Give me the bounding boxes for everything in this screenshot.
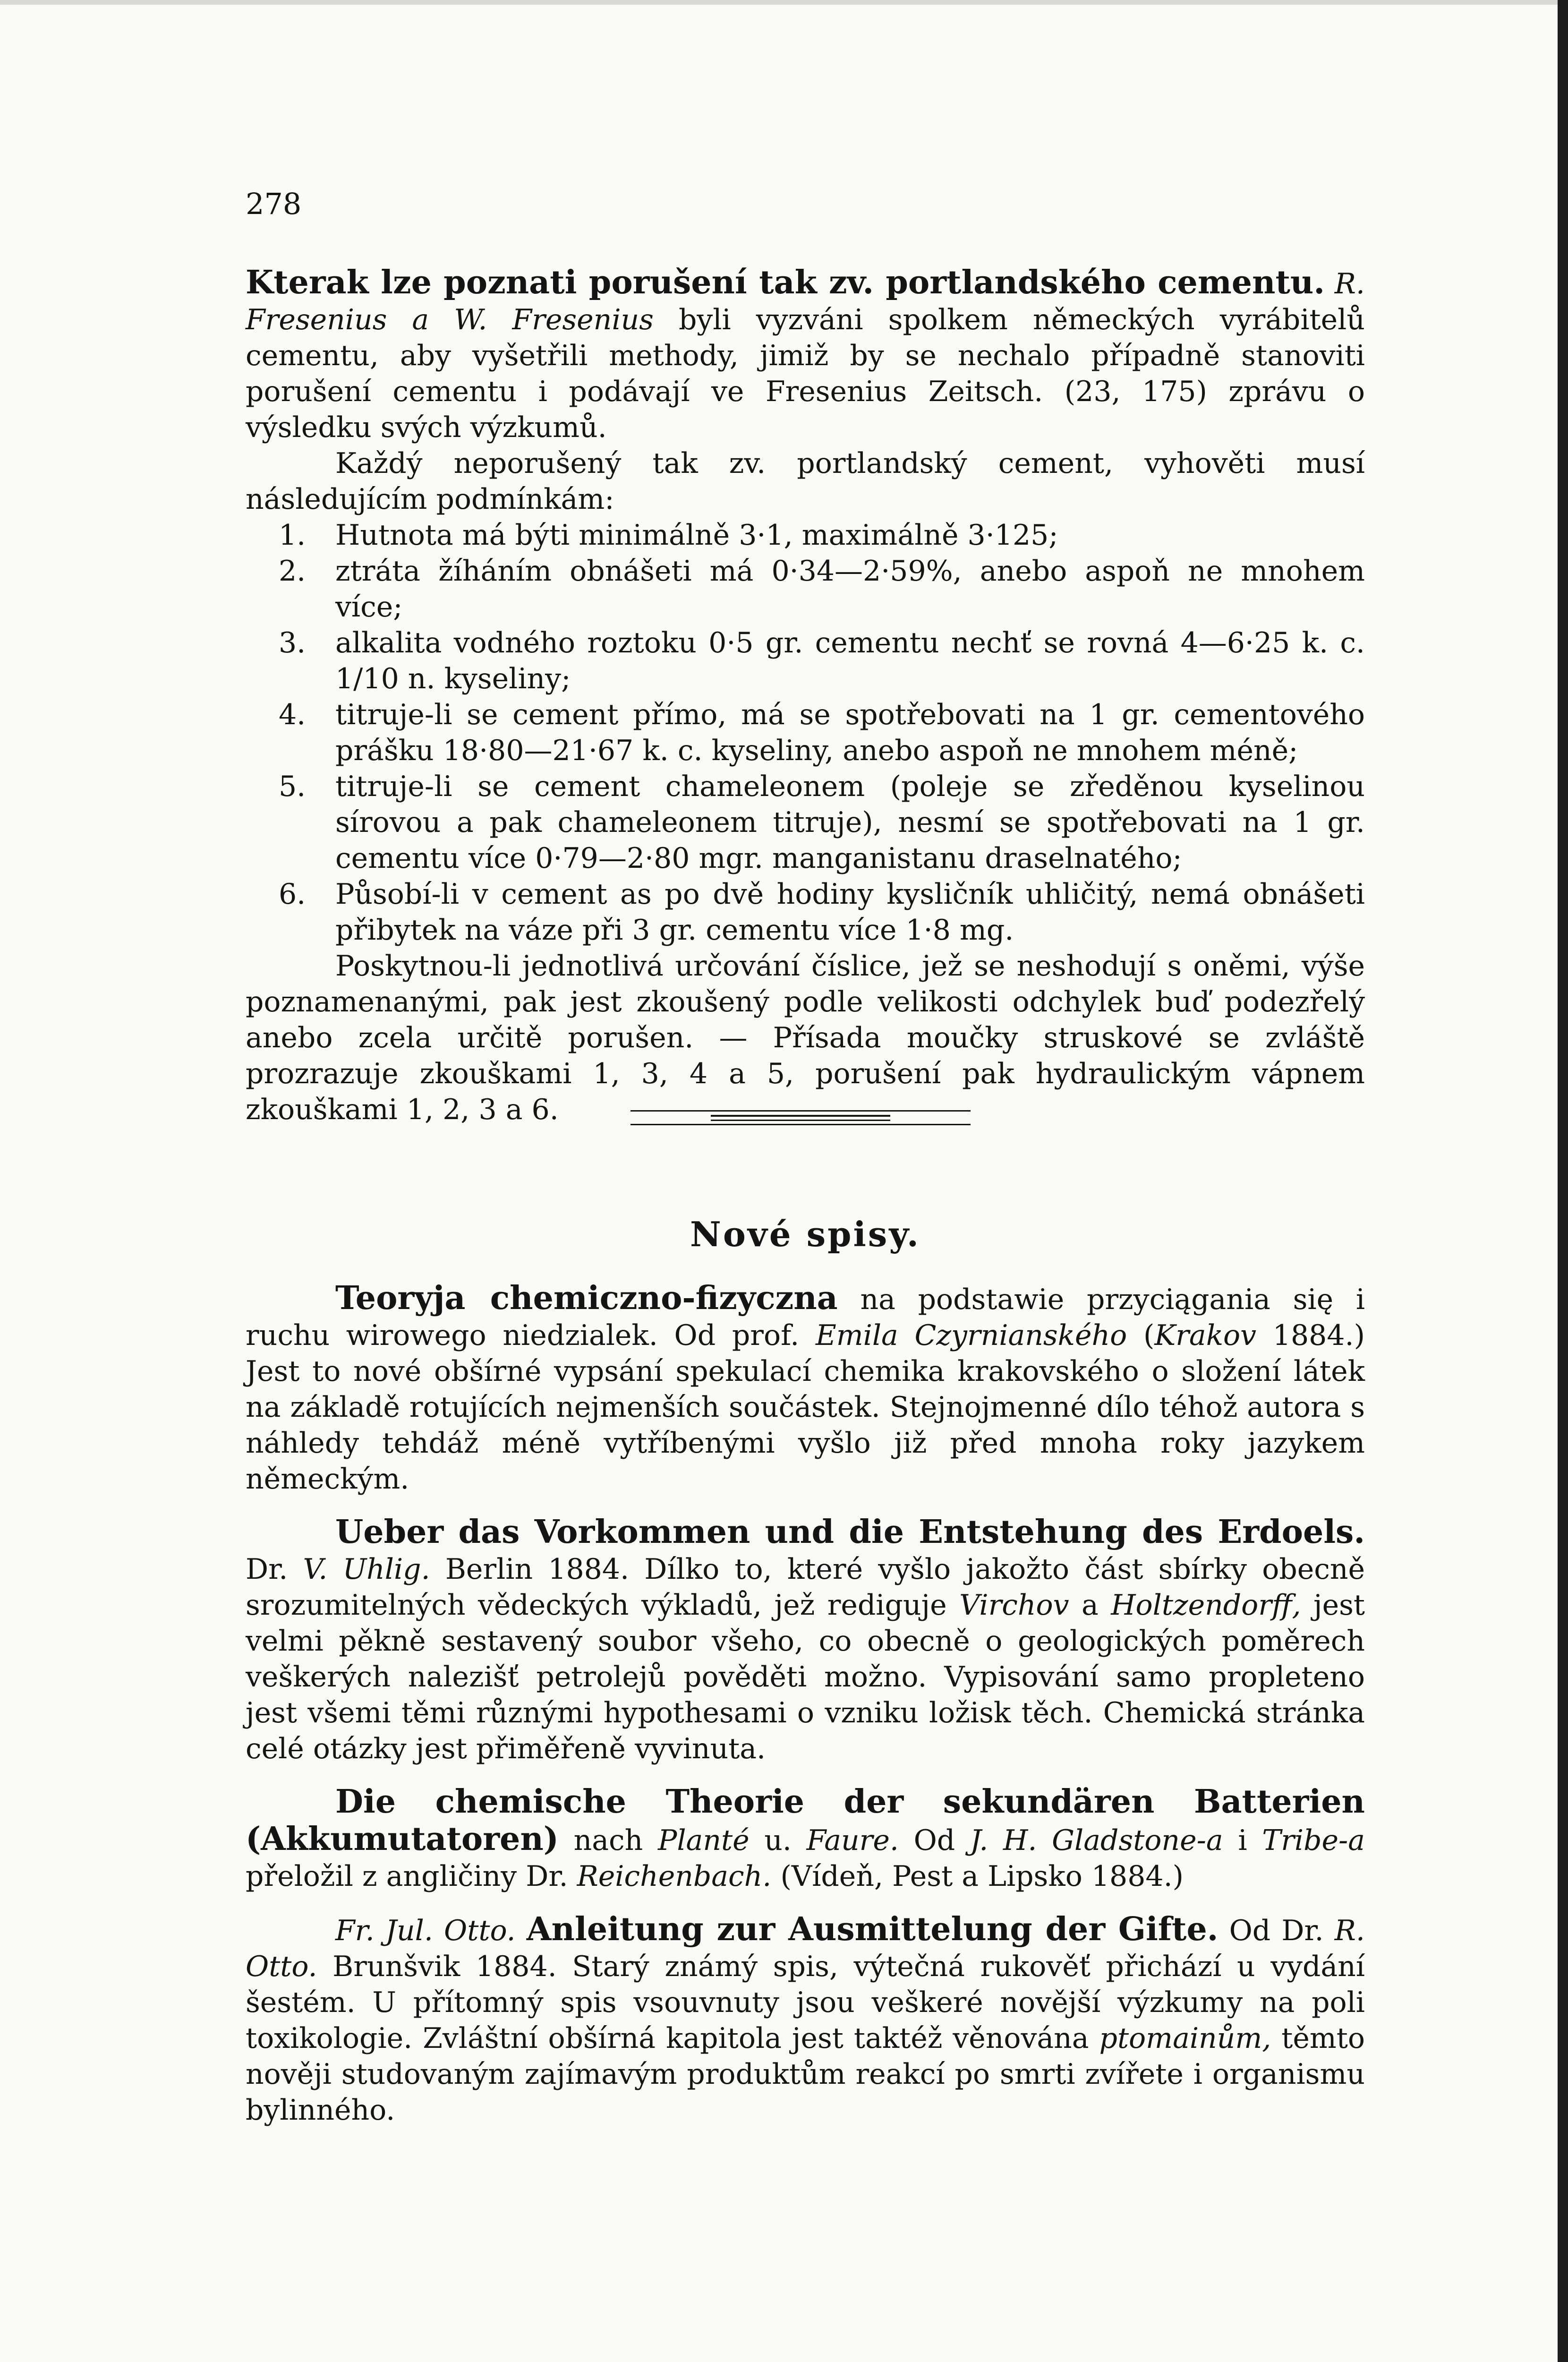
condition-item (246, 553, 1365, 625)
book-text: ( (1143, 1319, 1155, 1352)
article-intro-text: byli vyzváni spolkem německých vyrábitelů cementu, aby vyšetřili methody, jimiž by se nechalo případně stanoviti porušení cementu i podávají ve Fresenius Zeitsch. (23, 175) zprávu o výsledku svých výzkumů. (246, 303, 1365, 444)
book-editor: R. Otto. (246, 1914, 1365, 1983)
book-text: Od (913, 1824, 955, 1857)
condition-item (246, 517, 1365, 553)
book-text: 1884.) Jest to nové obšírné vypsání spekulací chemika krakovského o složení látek na základě rotujících nejmenších součástek. Stejnojmenné dílo téhož autora s náhledy tehdáž méně vytříbenými vyšlo již před mnoha roky jazykem německým. (246, 1319, 1365, 1496)
book-text: Brunšvik 1884. Starý známý spis, výtečná rukověť přichází u vydání šestém. U přítomný spis vsouvnuty jsou veškeré novější výzkumy na poli toxikologie. Zvláštní obšírná kapitola jest taktéž věnována (246, 1950, 1365, 2055)
book-title: Teoryja chemiczno-fizyczna (335, 1279, 838, 1317)
book-translator: Reichenbach. (577, 1860, 772, 1893)
condition-number: 5. (279, 770, 306, 803)
scan-top-edge (0, 0, 1568, 5)
book-text: Od Dr. (1229, 1914, 1324, 1947)
condition-number: 1. (279, 519, 306, 552)
book-text: těmto nověji studovaným zajímavým produktům reakcí po smrti zvířete i organismu bylinného. (246, 2022, 1365, 2127)
book-author: Faure. (806, 1824, 899, 1857)
book-entry (246, 1280, 1365, 1497)
conditions-intro: Každý neporušený tak zv. portlandský cement, vyhověti musí následujícím podmínkám: (246, 447, 1365, 516)
scan-right-edge (1558, 0, 1568, 2362)
book-title: Die chemische Theorie der sekundären Batterien (Akkumutatoren) (246, 1783, 1365, 1858)
condition-number: 6. (279, 878, 306, 911)
book-entry (246, 1784, 1365, 1894)
book-author: J. H. Gladstone-a (970, 1824, 1223, 1857)
book-author: Planté (657, 1824, 750, 1857)
conditions-list (246, 517, 1365, 948)
book-author: Tribe-a (1262, 1824, 1365, 1857)
book-term: ptomainům, (1099, 2022, 1271, 2055)
book-editor: Holtzendorff, (1111, 1589, 1301, 1622)
condition-text: Hutnota má býti minimálně 3·1, maximálně 3·125; (335, 519, 1058, 552)
book-text: u. (764, 1824, 792, 1857)
book-text: Berlin 1884. Dílko to, které vyšlo jakožto část sbírky obecně srozumitelných vědeckých výkladů, jež rediguje (246, 1553, 1365, 1622)
book-text: Dr. (246, 1553, 288, 1586)
condition-text: ztráta žíháním obnášeti má 0·34—2·59%, anebo aspoň ne mnohem více; (335, 555, 1365, 624)
condition-item (246, 876, 1365, 948)
book-entry (246, 1514, 1365, 1767)
condition-text: titruje-li se cement přímo, má se spotřebovati na 1 gr. cementového prášku 18·80—21·67 k. c. kyseliny, anebo aspoň ne mnohem méně; (335, 698, 1365, 767)
book-text: na podstawie przyciągania się i ruchu wirowego niedzialek. Od prof. (246, 1283, 1365, 1352)
condition-item (246, 769, 1365, 876)
book-text: a (1081, 1589, 1099, 1622)
book-text: nach (573, 1824, 643, 1857)
article (246, 265, 1365, 1128)
condition-item (246, 625, 1365, 697)
condition-text: alkalita vodného roztoku 0·5 gr. cementu nechť se rovná 4—6·25 k. c. 1/10 n. kyseliny; (335, 626, 1365, 695)
condition-text: titruje-li se cement chameleonem (poleje se zředěnou kyselinou sírovou a pak chameleonem titruje), nesmí se spotřebovati na 1 gr. cementu více 0·79—2·80 mgr. manganistanu draselnatého; (335, 770, 1365, 875)
book-entry (246, 1911, 1365, 2128)
article-authors: R. Fresenius a W. Fresenius (246, 267, 1365, 336)
new-books (246, 1280, 1365, 2128)
section-title: Nové spisy. (690, 1214, 920, 1254)
article-intro (246, 265, 1365, 445)
book-title: Ueber das Vorkommen und die Entstehung des Erdoels. (335, 1513, 1365, 1551)
article-conclusion: Poskytnou-li jednotlivá určování číslice, jež se neshodují s oněmi, výše poznamenanými, pak jest zkoušený podle velikosti odchylek buď podezřelý anebo zcela určitě porušen. — Přísada moučky struskové se zvláště prozrazuje zkouškami 1, 3, 4 a 5, porušení pak hydraulickým vápnem zkouškami 1, 2, 3 a 6. (246, 950, 1365, 1126)
book-editor: Virchov (959, 1589, 1069, 1622)
condition-number: 2. (279, 555, 306, 588)
book-author: Fr. Jul. Otto. (335, 1914, 516, 1947)
page-number: 278 (246, 187, 302, 221)
section-separator (631, 1110, 971, 1124)
book-place: Krakov (1154, 1319, 1257, 1352)
condition-number: 3. (279, 626, 306, 659)
book-text: jest velmi pěkně sestavený soubor všeho, co obecně o geologických poměrech veškerých nalezišť petrolejů pověděti možno. Vypisování samo propleteno jest všemi těmi různými hypothesami o vzniku ložisk těch. Chemická stránka celé otázky jest přiměřeně vyvinuta. (246, 1589, 1365, 1765)
article-title: Kterak lze poznati porušení tak zv. portlandského cementu. (246, 264, 1325, 301)
condition-item (246, 697, 1365, 769)
book-author: V. Uhlig. (303, 1553, 430, 1586)
book-author: Emila Czyrnianského (815, 1319, 1127, 1352)
book-text: i (1238, 1824, 1247, 1857)
condition-text: Působí-li v cement as po dvě hodiny kysličník uhličitý, nemá obnášeti přibytek na váze při 3 gr. cementu více 1·8 mg. (335, 878, 1365, 947)
book-title: Anleitung zur Ausmittelung der Gifte. (526, 1910, 1219, 1948)
book-text: přeložil z angličiny Dr. (246, 1860, 568, 1893)
condition-number: 4. (279, 698, 306, 731)
book-text: (Vídeň, Pest a Lipsko 1884.) (780, 1860, 1184, 1893)
